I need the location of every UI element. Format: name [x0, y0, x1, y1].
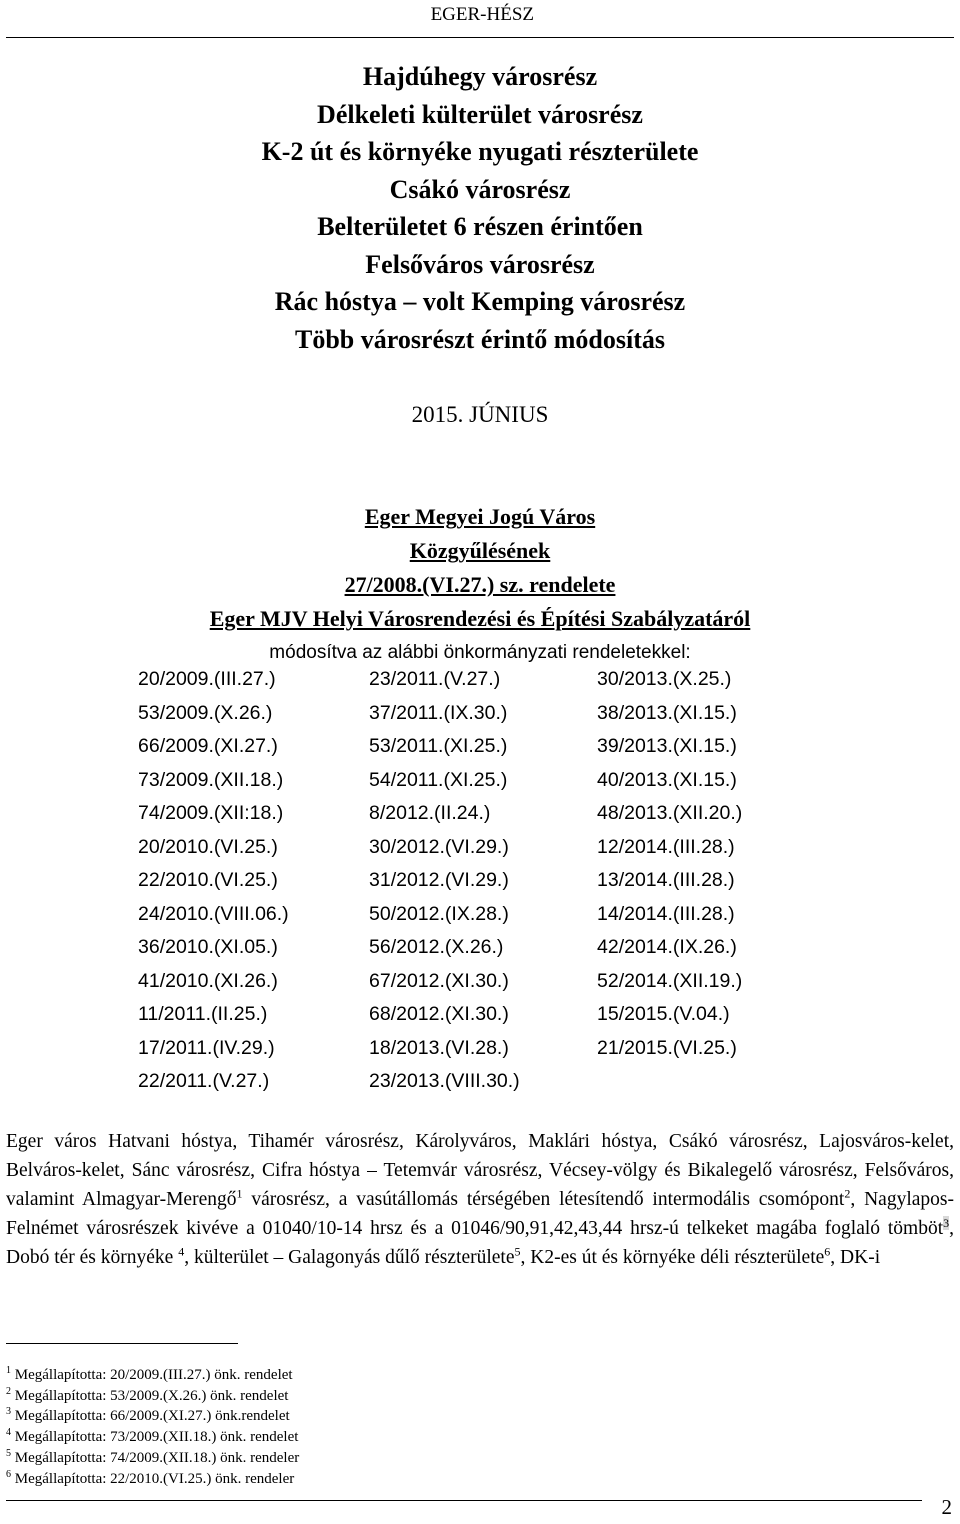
footnote [6, 1427, 299, 1448]
paragraph-text: városrész, a vasútállomás térségében létesítendő intermodális csomópont [242, 1189, 845, 1210]
decree-line: 27/2008.(VI.27.) sz. rendelete [344, 572, 616, 597]
regulation-item: 67/2012.(XI.30.) [369, 969, 509, 992]
title-block [0, 58, 960, 358]
title-line: Rác hóstya – volt Kemping városrész [274, 287, 686, 316]
regulation-item: 50/2012.(IX.28.) [369, 902, 509, 925]
regulation-item: 38/2013.(XI.15.) [597, 701, 737, 724]
decree-line: Közgyűlésének [409, 538, 551, 563]
regulation-item: 41/2010.(XI.26.) [138, 969, 278, 992]
regulation-row [138, 869, 818, 903]
footnote [6, 1386, 299, 1407]
regulation-item: 30/2013.(X.25.) [597, 668, 732, 690]
footnote-ref[interactable]: 2 [844, 1186, 851, 1201]
footnote-ref[interactable]: 6 [824, 1244, 831, 1259]
regulation-item: 48/2013.(XII.20.) [597, 802, 743, 824]
decree-line: Eger MJV Helyi Városrendezési és Építési Szabályzatáról [209, 606, 751, 631]
header-title: EGER-HÉSZ [430, 4, 534, 25]
regulation-item: 36/2010.(XI.05.) [138, 936, 278, 958]
regulation-item: 42/2014.(IX.26.) [597, 936, 737, 958]
regulation-row [138, 1037, 818, 1071]
footer-divider [6, 1500, 922, 1501]
page-header [0, 4, 960, 30]
decree-subtitle: módosítva az alábbi önkormányzati rendeletekkel: [269, 642, 691, 663]
footnote [6, 1469, 299, 1490]
footnote-ref[interactable]: 1 [236, 1186, 243, 1201]
footnote-text: Megállapította: 66/2009.(XI.27.) önk.rendelet [14, 1408, 290, 1425]
title-line: Csákó városrész [389, 174, 571, 204]
footnote-number: 5 [6, 1447, 11, 1459]
regulation-row [138, 735, 818, 769]
title-line: Felsőváros városrész [365, 249, 595, 279]
footnote [6, 1448, 299, 1469]
regulation-item: 39/2013.(XI.15.) [597, 735, 737, 757]
regulation-row [138, 1070, 818, 1104]
title-line: Hajdúhegy városrész [362, 62, 598, 91]
decree-line: Eger Megyei Jogú Város [364, 504, 596, 529]
regulation-item: 40/2013.(XI.15.) [597, 768, 737, 791]
body-paragraph [6, 1127, 954, 1272]
footnote-separator [6, 1343, 238, 1344]
regulation-row [138, 802, 818, 836]
regulation-row [138, 1003, 818, 1037]
footnote-ref[interactable]: 5 [514, 1244, 521, 1259]
footnote [6, 1365, 299, 1386]
regulation-item: 30/2012.(VI.29.) [369, 835, 509, 858]
regulation-item: 74/2009.(XII:18.) [138, 802, 284, 824]
regulation-item: 53/2009.(X.26.) [138, 701, 273, 724]
regulation-item: 18/2013.(VI.28.) [369, 1036, 509, 1059]
paragraph-text: , DK-i [830, 1247, 881, 1268]
regulation-item: 54/2011.(XI.25.) [369, 768, 508, 791]
paragraph-text: , Nagylapos-Felnémet városrészek kivéve a 01040/10-14 hrsz és a 01046/90,91,42,43,44 hrsz-ú telkeket magába foglaló tömböt [6, 1189, 954, 1239]
regulation-item: 12/2014.(III.28.) [597, 835, 735, 858]
regulation-item: 20/2009.(III.27.) [138, 668, 276, 690]
footnote-text: Megállapította: 53/2009.(X.26.) önk. rendelet [14, 1387, 289, 1404]
footnote-text: Megállapította: 73/2009.(XII.18.) önk. rendelet [14, 1429, 299, 1446]
regulation-item: 66/2009.(XI.27.) [138, 735, 278, 757]
regulation-item: 8/2012.(II.24.) [369, 802, 491, 824]
paragraph-text: , külterület – Galagonyás dűlő részterülete [184, 1247, 515, 1268]
regulation-list [138, 668, 818, 1104]
footnote-ref[interactable]: 4 [178, 1244, 185, 1259]
regulation-item: 52/2014.(XII.19.) [597, 969, 743, 992]
footnote-ref[interactable]: 3 [943, 1215, 950, 1230]
regulation-item: 20/2010.(VI.25.) [138, 835, 278, 858]
title-line: K-2 út és környéke nyugati részterülete [261, 137, 699, 166]
paragraph-text: , K2-es út és környéke déli részterülete [520, 1247, 825, 1268]
regulation-item: 17/2011.(IV.29.) [138, 1036, 275, 1059]
page-number: 2 [941, 1495, 952, 1519]
footnote-number: 4 [6, 1427, 11, 1439]
regulation-item: 68/2012.(XI.30.) [369, 1003, 509, 1025]
regulation-item: 24/2010.(VIII.06.) [138, 902, 289, 925]
document-date: 2015. JÚNIUS [411, 402, 549, 427]
regulation-row [138, 903, 818, 937]
footnote-list [6, 1365, 299, 1489]
footnote-number: 3 [6, 1406, 11, 1418]
header-divider [6, 37, 954, 38]
regulation-item: 56/2012.(X.26.) [369, 936, 504, 958]
footnote-text: Megállapította: 74/2009.(XII.18.) önk. rendeler [14, 1449, 300, 1466]
title-line: Délkeleti külterület városrész [317, 99, 643, 129]
footnote-text: Megállapította: 22/2010.(VI.25.) önk. rendeler [14, 1470, 295, 1487]
regulation-row [138, 702, 818, 736]
regulation-item: 22/2011.(V.27.) [138, 1070, 270, 1092]
footnote [6, 1406, 299, 1427]
regulation-item: 14/2014.(III.28.) [597, 902, 735, 925]
regulation-item: 21/2015.(VI.25.) [597, 1036, 737, 1059]
regulation-item: 23/2011.(V.27.) [369, 668, 501, 690]
regulation-item: 22/2010.(VI.25.) [138, 869, 278, 891]
paragraph-text: Eger város Hatvani hóstya, Tihamér városrész, Károlyváros, Maklári hóstya, Csákó városrész, Lajosváros-kelet, Belváros-kelet, Sánc városrész, Cifra hóstya – Tetemvár városrész, Vécsey-völgy és Bikalegelő városrész, Felsőváros, valamint Almagyar-Merengő [6, 1131, 954, 1210]
footnote-text: Megállapította: 20/2009.(III.27.) önk. rendelet [14, 1367, 293, 1383]
decree-block [0, 500, 960, 670]
paragraph-text: , Dobó tér és környéke [6, 1218, 954, 1268]
footnote-number: 6 [6, 1468, 11, 1480]
regulation-item: 53/2011.(XI.25.) [369, 735, 508, 757]
footnote-number: 2 [6, 1385, 11, 1397]
regulation-row [138, 836, 818, 870]
regulation-row [138, 936, 818, 970]
regulation-item: 73/2009.(XII.18.) [138, 768, 284, 791]
regulation-row [138, 668, 818, 702]
title-line: Belterületet 6 részen érintően [317, 212, 643, 241]
regulation-item: 23/2013.(VIII.30.) [369, 1070, 520, 1092]
regulation-item: 37/2011.(IX.30.) [369, 701, 508, 724]
regulation-item: 13/2014.(III.28.) [597, 869, 735, 891]
regulation-row [138, 970, 818, 1004]
footnote-number: 1 [6, 1365, 11, 1376]
regulation-item: 31/2012.(VI.29.) [369, 869, 509, 891]
regulation-item: 15/2015.(V.04.) [597, 1003, 730, 1025]
title-line: Több városrészt érintő módosítás [294, 324, 665, 354]
regulation-item: 11/2011.(II.25.) [138, 1003, 268, 1025]
regulation-row [138, 769, 818, 803]
